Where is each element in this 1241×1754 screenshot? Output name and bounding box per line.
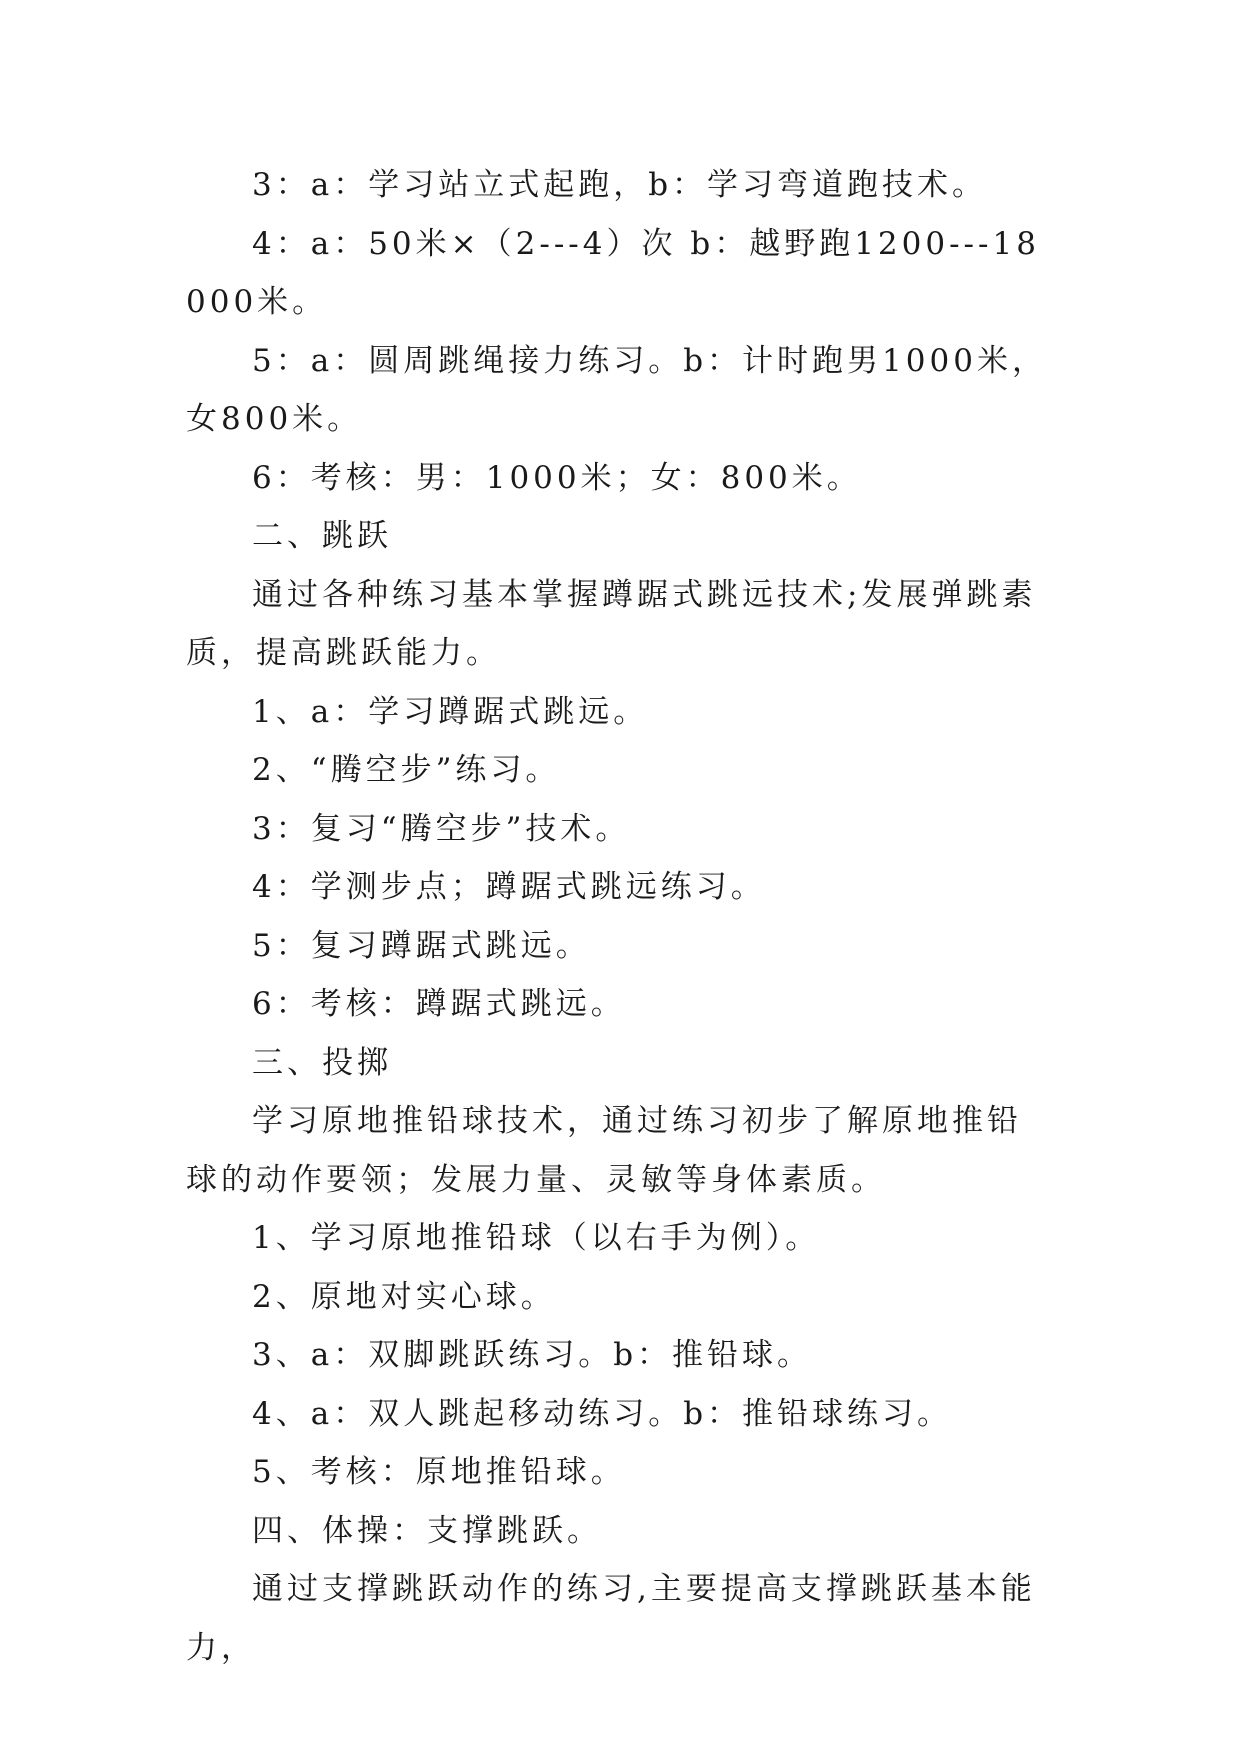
paragraph: 6：考核：蹲踞式跳远。 — [252, 986, 626, 1022]
paragraph: 3、a：双脚跳跃练习。b：推铅球。 — [252, 1337, 813, 1373]
paragraph: 1、a：学习蹲踞式跳远。 — [252, 693, 649, 730]
document-body — [186, 156, 1054, 1677]
paragraph: 4：a：50米×（2---4）次 b：越野跑1200---18000米。 — [186, 225, 1040, 320]
paragraph: 4：学测步点；蹲踞式跳远练习。 — [252, 869, 766, 905]
section-heading: 三、投掷 — [252, 1044, 392, 1081]
section-heading: 四、体操：支撑跳跃。 — [252, 1512, 602, 1549]
paragraph: 2、原地对实心球。 — [252, 1278, 556, 1315]
paragraph: 学习原地推铅球技术，通过练习初步了解原地推铅球的动作要领；发展力量、灵敏等身体素质。 — [186, 1103, 1022, 1198]
paragraph: 5：复习蹲踞式跳远。 — [252, 927, 591, 964]
paragraph: 5：a：圆周跳绳接力练习。b：计时跑男1000米，女800米。 — [186, 342, 1047, 437]
paragraph: 6：考核：男：1000米；女：800米。 — [252, 459, 862, 496]
paragraph: 通过各种练习基本掌握蹲踞式跳远技术;发展弹跳素质，提高跳跃能力。 — [186, 576, 1037, 671]
paragraph: 4、a：双人跳起移动练习。b：推铅球练习。 — [252, 1395, 953, 1432]
paragraph: 3：复习“腾空步”技术。 — [252, 810, 631, 847]
paragraph: 3：a：学习站立式起跑，b：学习弯道跑技术。 — [252, 167, 988, 203]
section-heading: 二、跳跃 — [252, 518, 392, 554]
paragraph: 5、考核：原地推铅球。 — [252, 1454, 626, 1490]
paragraph: 1、学习原地推铅球（以右手为例）。 — [252, 1220, 821, 1256]
paragraph: 2、“腾空步”练习。 — [252, 752, 561, 788]
paragraph: 通过支撑跳跃动作的练习,主要提高支撑跳跃基本能力， — [186, 1571, 1036, 1666]
